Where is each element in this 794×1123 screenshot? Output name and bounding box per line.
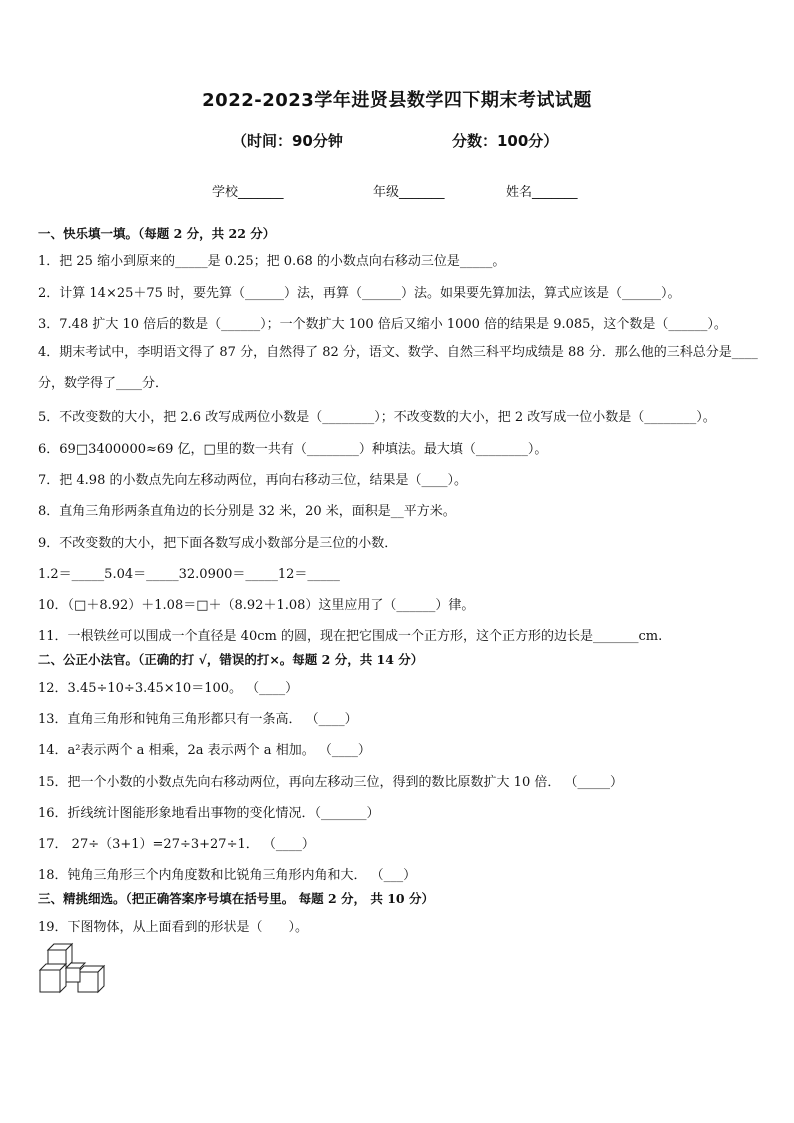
question-9-items: 1.2＝_____5.04＝_____32.0900＝_____12＝_____: [38, 567, 340, 582]
question-13: 13．直角三角形和钝角三角形都只有一条高． （____）: [38, 712, 358, 727]
question-19: 19．下图物体，从上面看到的形状是（ ）。: [38, 920, 309, 935]
page-title: 2022-2023学年进贤县数学四下期末考试试题: [202, 90, 592, 111]
score-label: 分数：100分）: [452, 132, 559, 150]
question-7: 7．把 4.98 的小数点先向左移动两位，再向右移动三位，结果是（____）。: [38, 473, 467, 488]
section-3-heading: 三、精挑细选。（把正确答案序号填在括号里。 每题 2 分， 共 10 分）: [38, 891, 434, 906]
question-12: 12．3.45÷10÷3.45×10＝100。 （____）: [38, 681, 299, 696]
question-2: 2．计算 14×25＋75 时，要先算（______）法，再算（______）法。如果要先算加法，算式应该是（______）。: [38, 286, 681, 301]
section-1-heading: 一、快乐填一填。（每题 2 分，共 22 分）: [38, 226, 276, 241]
school-field: 学校_______: [212, 185, 284, 200]
name-field: 姓名_______: [506, 185, 578, 200]
question-11: 11．一根铁丝可以围成一个直径是 40cm 的圆，现在把它围成一个正方形，这个正方形的边长是_______cm.: [38, 629, 663, 644]
question-14: 14．a²表示两个 a 相乘，2a 表示两个 a 相加。 （____）: [38, 743, 371, 758]
question-3: 3．7.48 扩大 10 倍后的数是（______）；一个数扩大 100 倍后又缩小 1000 倍的结果是 9.085，这个数是（______）。: [38, 317, 727, 332]
question-5: 5．不改变数的大小，把 2.6 改写成两位小数是（________）；不改变数的大小，把 2 改写成一位小数是（________）。: [38, 410, 716, 425]
grade-field: 年级_______: [373, 185, 445, 200]
question-6: 6．69□3400000≈69 亿，□里的数一共有（________）种填法。最大填（________）。: [38, 442, 548, 457]
question-8: 8．直角三角形两条直角边的长分别是 32 米，20 米，面积是__平方米。: [38, 504, 456, 519]
question-17: 17． 27÷（3+1）=27÷3+27÷1． （____）: [38, 837, 315, 852]
question-1: 1．把 25 缩小到原来的_____是 0.25；把 0.68 的小数点向右移动三位是_____。: [38, 254, 506, 269]
section-2-heading: 二、公正小法官。（正确的打 √，错误的打×。每题 2 分，共 14 分）: [38, 652, 424, 667]
question-16: 16．折线统计图能形象地看出事物的变化情况．（_______）: [38, 806, 380, 821]
question-15: 15．把一个小数的小数点先向右移动两位，再向左移动三位，得到的数比原数扩大 10 倍． （_____）: [38, 775, 623, 790]
cube-stack-icon: [38, 942, 110, 998]
question-18: 18．钝角三角形三个内角度数和比锐角三角形内角和大． （___）: [38, 868, 417, 883]
time-label: （时间：90分钟: [232, 132, 343, 150]
question-10: 10．（□＋8.92）＋1.08＝□＋（8.92＋1.08）这里应用了（______）律。: [38, 598, 475, 613]
question-9: 9．不改变数的大小，把下面各数写成小数部分是三位的小数．: [38, 536, 398, 551]
question-4: 4．期末考试中，李明语文得了 87 分，自然得了 82 分，语文、数学、自然三科平均成绩是 88 分．那么他的三科总分是____分，数学得了____分．: [38, 345, 758, 391]
